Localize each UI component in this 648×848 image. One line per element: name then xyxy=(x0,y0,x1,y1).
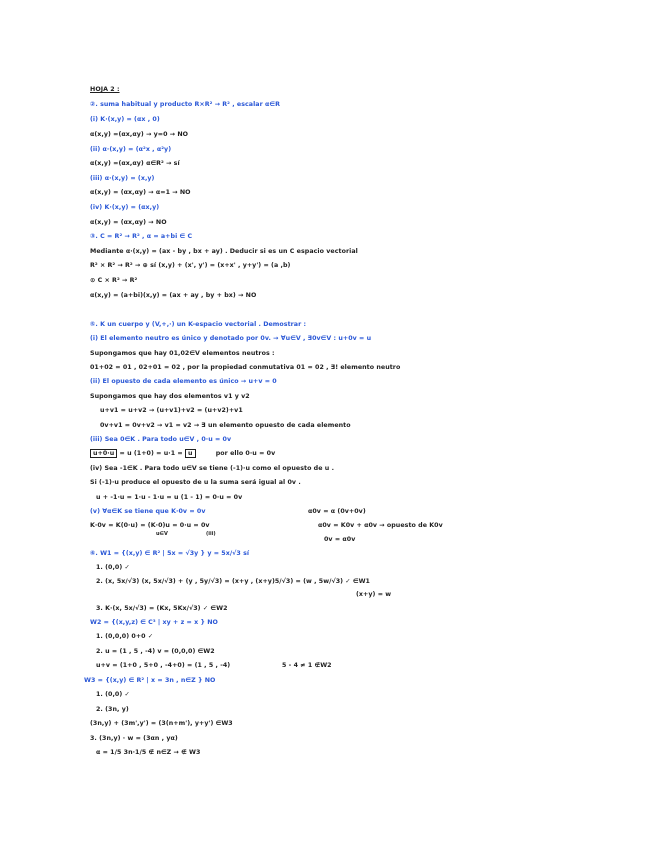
ex6-w3-line-1: 1. (0,0) ✓ xyxy=(96,691,130,698)
ex2-iii-body: α(x,y) = (αx,αy) → α=1 → NO xyxy=(90,189,191,196)
ex6-w3-line-2: 2. (3n, y) xyxy=(96,706,129,713)
ex5-iii-head: (iii) Sea 0∈K . Para todo u∈V , 0·u = 0v xyxy=(90,436,232,443)
ex5-head: ⑤. K un cuerpo y (V,+,·) un K-espacio vectorial . Demostrar : xyxy=(90,321,307,328)
ex6-w3-head: W3 = {(x,y) ∈ R² | x = 3n , n∈Z } NO xyxy=(84,677,216,684)
ex5-iv-line-1: Si (-1)·u produce el opuesto de u la suma será igual al 0v . xyxy=(90,479,301,486)
ex6-w3-line-4: 3. (3n,y) · w = (3αn , yα) xyxy=(90,735,178,742)
ex6-w2-line-3-right: 5 - 4 ≠ 1 ∉W2 xyxy=(282,662,332,669)
ex5-v-right-3: 0v = α0v xyxy=(324,536,356,543)
ex6-w1-line-1: 1. (0,0) ✓ xyxy=(96,564,130,571)
ex3-line-4: α(x,y) = (a+bi)(x,y) = (ax + ay , by + bx) → NO xyxy=(90,292,257,299)
ex5-ii-line-3: 0v+v1 = 0v+v2 → v1 = v2 → ∃ un elemento opuesto de cada elemento xyxy=(100,422,351,429)
ex6-w2-line-2: 2. u = (1 , 5 , -4) v = (0,0,0) ∈W2 xyxy=(96,648,215,655)
ex5-i-head: (i) El elemento neutro es único y denotado por 0v. → ∀u∈V , ∃0v∈V : u+0v = u xyxy=(90,335,372,342)
ex6-w2-line-3: u+v = (1+0 , 5+0 , -4+0) = (1 , 5 , -4) xyxy=(96,662,231,669)
ex5-iv-line-2: u + -1·u = 1·u - 1·u = u (1 - 1) = 0·u = 0v xyxy=(96,494,243,501)
ex2-i-head: (i) K·(x,y) = (αx , 0) xyxy=(90,116,160,123)
ex5-iv-head: (iv) Sea -1∈K . Para todo u∈V se tiene (-1)·u como el opuesto de u . xyxy=(90,465,335,472)
ex5-i-line-1: Supongamos que hay 01,02∈V elementos neutros : xyxy=(90,350,275,357)
ex2-iii-head: (iii) α·(x,y) = (x,y) xyxy=(90,175,155,182)
ex3-head: ③. C = R² → R² , α = a+bi ∈ C xyxy=(90,233,193,240)
ex5-v-right-2: α0v = K0v + α0v → opuesto de K0v xyxy=(318,522,443,529)
proof-conclusion: por ello 0·u = 0v xyxy=(215,450,276,457)
ex5-v-head: (v) ∀α∈K se tiene que K·0v = 0v xyxy=(90,508,206,515)
ex5-v-line-1: K·0v = K(0·u) = (K·0)u = 0·u = 0v xyxy=(90,522,210,529)
ex6-w1-line-2: 2. (x, 5x/√3) (x, 5x/√3) + (y , 5y/√3) = (x+y , (x+y)5/√3) = (w , 5w/√3) ✓ ∈W1 xyxy=(96,578,370,585)
ex5-ii-head: (ii) El opuesto de cada elemento es único → u+v = 0 xyxy=(90,378,277,385)
ex2-ii-head: (ii) α·(x,y) = (α²x , α²y) xyxy=(90,146,172,153)
page-title: HOJA 2 : xyxy=(90,86,120,93)
ex2-i-body: α(x,y) =(αx,αy) → y=0 → NO xyxy=(90,131,189,138)
ex5-v-note-2: (iii) xyxy=(206,531,216,537)
boxed-expression-right: u xyxy=(185,449,196,458)
proof-middle: = u (1+0) = u·1 = xyxy=(119,450,183,457)
ex6-w3-line-3: (3n,y) + (3m',y') = (3(n+m'), y+y') ∈W3 xyxy=(90,720,233,727)
ex2-iv-head: (iv) K·(x,y) = (αx,y) xyxy=(90,204,160,211)
ex5-iii-proof xyxy=(90,450,275,458)
ex5-ii-line-1: Supongamos que hay dos elementos v1 y v2 xyxy=(90,393,250,400)
ex2-iv-body: α(x,y) = (αx,αy) → NO xyxy=(90,219,167,226)
ex2-intro: ②. suma habitual y producto R×R² → R² , escalar α∈R xyxy=(90,101,280,108)
ex6-w1-line-2b: (x+y) = w xyxy=(356,591,392,598)
ex5-ii-line-2: u+v1 = u+v2 → (u+v1)+v2 = (u+v2)+v1 xyxy=(100,407,243,414)
ex5-i-line-2: 01+02 = 01 , 02+01 = 02 , por la propiedad conmutativa 01 = 02 , ∃! elemento neutro xyxy=(90,364,401,371)
ex6-w2-head: W2 = {(x,y,z) ∈ C³ | xy + z = x } NO xyxy=(90,619,218,626)
ex3-line-1: Mediante α·(x,y) = (ax - by , bx + ay) . Deducir si es un C espacio vectorial xyxy=(90,248,358,255)
boxed-expression-left: u+0·u xyxy=(90,449,117,458)
ex6-w1-head: ⑥. W1 = {(x,y) ∈ R² | 5x = √3y } y = 5x/√3 sí xyxy=(90,550,250,557)
ex6-w2-line-1: 1. (0,0,0) 0+0 ✓ xyxy=(96,633,154,640)
ex3-line-3: ⊙ C × R² → R² xyxy=(90,277,138,284)
ex6-w3-line-5: α = 1/5 3n·1/5 ∉ n∈Z → ∉ W3 xyxy=(96,749,201,756)
ex2-ii-body: α(x,y) =(αx,αy) α∈R² → sí xyxy=(90,160,180,167)
ex5-v-note-1: u∈V xyxy=(156,531,168,537)
ex6-w1-line-3: 3. K·(x, 5x/√3) = (Kx, 5Kx/√3) ✓ ∈W2 xyxy=(96,605,228,612)
ex5-v-right-1: α0v = α (0v+0v) xyxy=(308,508,366,515)
ex3-line-2: R² × R² → R² → ⊕ sí (x,y) + (x', y') = (x+x' , y+y') = (a ,b) xyxy=(90,262,291,269)
